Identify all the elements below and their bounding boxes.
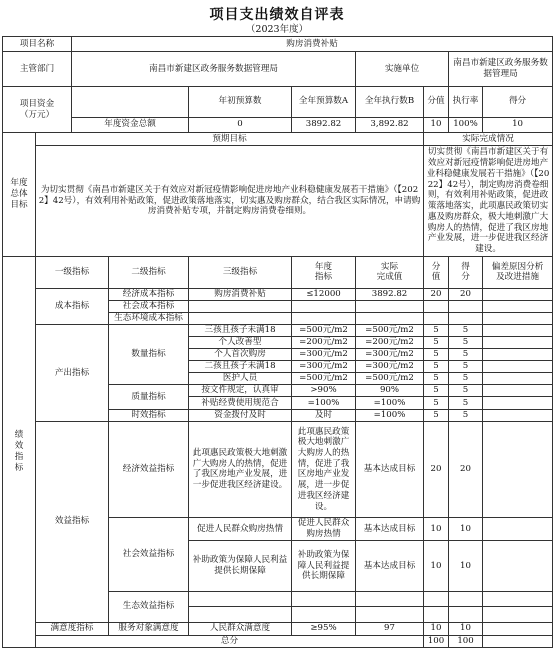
q2-reason [483,337,553,349]
cost1-reason [483,288,553,300]
eco-benefit-l3 [189,591,292,606]
qa2-target: =100% [292,397,356,409]
eco-benefit-target-2 [292,607,356,622]
l2-social-benefit: 社会效益指标 [109,517,189,591]
qa2-l3: 补贴经费使用规范合 [189,397,292,409]
q1-reason [483,325,553,337]
sb1-reason [483,517,553,540]
t1-got: 5 [449,409,483,421]
impl-value: 南昌市新建区政务服务数据管理局 [449,52,553,87]
s1-reason [483,622,553,635]
actual-goal-header: 实际完成情况 [424,132,553,145]
q3-got: 5 [449,349,483,361]
eco-benefit-actual-2 [356,607,424,622]
rate-value: 100% [449,117,483,132]
eco-cost-target [292,313,356,325]
plan-goal-header: 预期目标 [36,132,424,145]
q5-score: 5 [424,373,449,385]
l3-header: 三级指标 [189,256,292,288]
fund-blank [72,87,189,118]
eco-benefit-score-2 [424,607,449,622]
l1-output: 产出指标 [36,325,109,422]
budget-init-header: 年初预算数 [189,87,292,118]
qa1-target: >90% [292,385,356,397]
sb2-target: 补助政策为保障人民利益提供长期保障 [292,540,356,591]
sb1-score: 10 [424,517,449,540]
q2-got: 5 [449,337,483,349]
q2-actual: =200元/m2 [356,337,424,349]
l1-satisfaction: 满意度指标 [36,622,109,635]
sb2-actual: 基本达成目标 [356,540,424,591]
budget-full-value: 3892.82 [292,117,356,132]
q5-l3: 医护人员 [189,373,292,385]
eco-benefit-reason [483,591,553,606]
s1-actual: 97 [356,622,424,635]
got-value: 10 [483,117,553,132]
total-reason [483,635,553,647]
qa2-reason [483,397,553,409]
q4-reason [483,361,553,373]
eco-benefit-score [424,591,449,606]
got-col-header: 得 分 [449,256,483,288]
eb1-target: 此项惠民政策极大地刺激广大购房人的热情，促进了我区房地产业发展，进一步促进我区经济建设。 [292,421,356,517]
eco-benefit-target [292,591,356,606]
social-cost-got [449,300,483,312]
sb2-reason [483,540,553,591]
cost1-got: 20 [449,288,483,300]
q2-target: =200元/m2 [292,337,356,349]
l2-service: 服务对象满意度 [109,622,189,635]
qa2-got: 5 [449,397,483,409]
t1-actual: =100% [356,409,424,421]
s1-l3: 人民群众满意度 [189,622,292,635]
exec-header: 全年执行数B [356,87,424,118]
eco-cost-score [424,313,449,325]
fund-label: 项目资金 （万元） [3,87,72,133]
l2-time: 时效指标 [109,409,189,421]
t1-target: 及时 [292,409,356,421]
q4-actual: =300元/m2 [356,361,424,373]
evaluation-table [2,36,553,648]
t1-reason [483,409,553,421]
form-year: （2023年度） [245,24,309,35]
qa1-l3: 按文件规定，认真审 [189,385,292,397]
q5-got: 5 [449,373,483,385]
eco-benefit-l3-2 [189,607,292,622]
q5-target: =500元/m2 [292,373,356,385]
score-col-header: 分 值 [424,256,449,288]
q3-l3: 个人首次购房 [189,349,292,361]
q2-score: 5 [424,337,449,349]
q4-got: 5 [449,361,483,373]
dept-value: 南昌市新建区政务服务数据管理局 [72,52,356,87]
qa1-reason [483,385,553,397]
cost1-target: ≤12000 [292,288,356,300]
q4-l3: 二孩且孩子未满18 [189,361,292,373]
score-value: 10 [424,117,449,132]
q3-actual: =300元/m2 [356,349,424,361]
sb1-actual: 基本达成目标 [356,517,424,540]
eco-cost-actual [356,313,424,325]
l2-quality: 质量指标 [109,385,189,410]
q5-actual: =500元/m2 [356,373,424,385]
eco-benefit-reason-2 [483,607,553,622]
sb1-l3: 促进人民群众购房热情 [189,517,292,540]
s1-got: 10 [449,622,483,635]
dept-label: 主管部门 [3,52,72,87]
q1-l3: 三孩且孩子未满18 [189,325,292,337]
l2-header: 二级指标 [109,256,189,288]
year-goal-label: 年度 总体 目标 [3,132,36,256]
q1-target: =500元/m2 [292,325,356,337]
total-score: 100 [424,635,449,647]
sb2-score: 10 [424,540,449,591]
l2-social-cost: 社会成本指标 [109,300,189,312]
rate-header: 执行率 [449,87,483,118]
reason-header: 偏差原因分析 及改进措施 [483,256,553,288]
got-header: 得分 [483,87,553,118]
l2-econ-benefit: 经济效益指标 [109,421,189,517]
plan-goal-text: 为切实贯彻《南昌市新建区关于有效应对新冠疫情影响促进房地产业科稳健康发展若干措施》（【2022】42号），有效利用补贴政策，促进政策落地落实，切实惠及购房群众，结合我区实际情况，申请购房消费补贴专项，并制定购房消费卷细则。 [36,146,424,257]
qa2-actual: =100% [356,397,424,409]
q5-reason [483,373,553,385]
cost1-score: 20 [424,288,449,300]
total-got: 100 [449,635,483,647]
cost1-l3: 购房消费补贴 [189,288,292,300]
t1-score: 5 [424,409,449,421]
actual-goal-text: 切实贯彻《南昌市新建区关于有效应对新冠疫情影响促进房地产业科稳健康发展若干措施》（【2022】42号），制定购房消费卷细则，有效利用补贴政策，促进政策落地落实，此项惠民政策切实惠及购房群众，极大地刺激广大购房人的热情，促进了我区房地产业发展，进一步促进我区经济建设。 [424,146,553,257]
l1-cost: 成本指标 [36,288,109,325]
eco-cost-l3 [189,313,292,325]
eb1-actual: 基本达成目标 [356,421,424,517]
t1-l3: 资金拨付及时 [189,409,292,421]
l2-eco-cost: 生态环境成本指标 [109,313,189,325]
q2-l3: 个人改善型 [189,337,292,349]
q3-target: =300元/m2 [292,349,356,361]
eco-benefit-got-2 [449,607,483,622]
cost1-actual: 3892.82 [356,288,424,300]
eco-cost-got [449,313,483,325]
l1-header: 一级指标 [36,256,109,288]
l2-eco-benefit: 生态效益指标 [109,591,189,622]
social-cost-target [292,300,356,312]
q3-score: 5 [424,349,449,361]
impl-label: 实施单位 [356,52,449,87]
budget-full-header: 全年预算数A [292,87,356,118]
q1-score: 5 [424,325,449,337]
sb2-l3: 补助政策为保障人民利益提供长期保障 [189,540,292,591]
s1-score: 10 [424,622,449,635]
budget-init-value: 0 [189,117,292,132]
project-name-value: 购房消费补贴 [72,37,553,52]
perf-label: 绩 效 指 标 [3,256,36,647]
social-cost-l3 [189,300,292,312]
l1-benefit: 效益指标 [36,421,109,622]
social-cost-reason [483,300,553,312]
q1-got: 5 [449,325,483,337]
total-fund-label: 年度资金总额 [72,117,189,132]
actual-header: 实际 完成值 [356,256,424,288]
qa1-got: 5 [449,385,483,397]
q1-actual: =500元/m2 [356,325,424,337]
qa1-actual: 90% [356,385,424,397]
social-cost-actual [356,300,424,312]
eco-benefit-actual [356,591,424,606]
q4-target: =300元/m2 [292,361,356,373]
sb1-got: 10 [449,517,483,540]
eb1-score: 20 [424,421,449,517]
exec-value: 3,892.82 [356,117,424,132]
total-label: 总分 [36,635,424,647]
eco-cost-reason [483,313,553,325]
l2-quantity: 数量指标 [109,325,189,385]
project-name-label: 项目名称 [3,37,72,52]
qa1-score: 5 [424,385,449,397]
score-header: 分值 [424,87,449,118]
q3-reason [483,349,553,361]
social-cost-score [424,300,449,312]
sb2-got: 10 [449,540,483,591]
eb1-reason [483,421,553,517]
q4-score: 5 [424,361,449,373]
l2-econ-cost: 经济成本指标 [109,288,189,300]
s1-target: ≥95% [292,622,356,635]
eb1-l3: 此项惠民政策极大地刺激广大购房人的热情，促进了我区房地产业发展，进一步促进我区经济建设。 [189,421,292,517]
target-header: 年度 指标 [292,256,356,288]
form-title: 项目支出绩效自评表 [209,7,345,23]
qa2-score: 5 [424,397,449,409]
eco-benefit-got [449,591,483,606]
eb1-got: 20 [449,421,483,517]
sb1-target: 促进人民群众购房热情 [292,517,356,540]
